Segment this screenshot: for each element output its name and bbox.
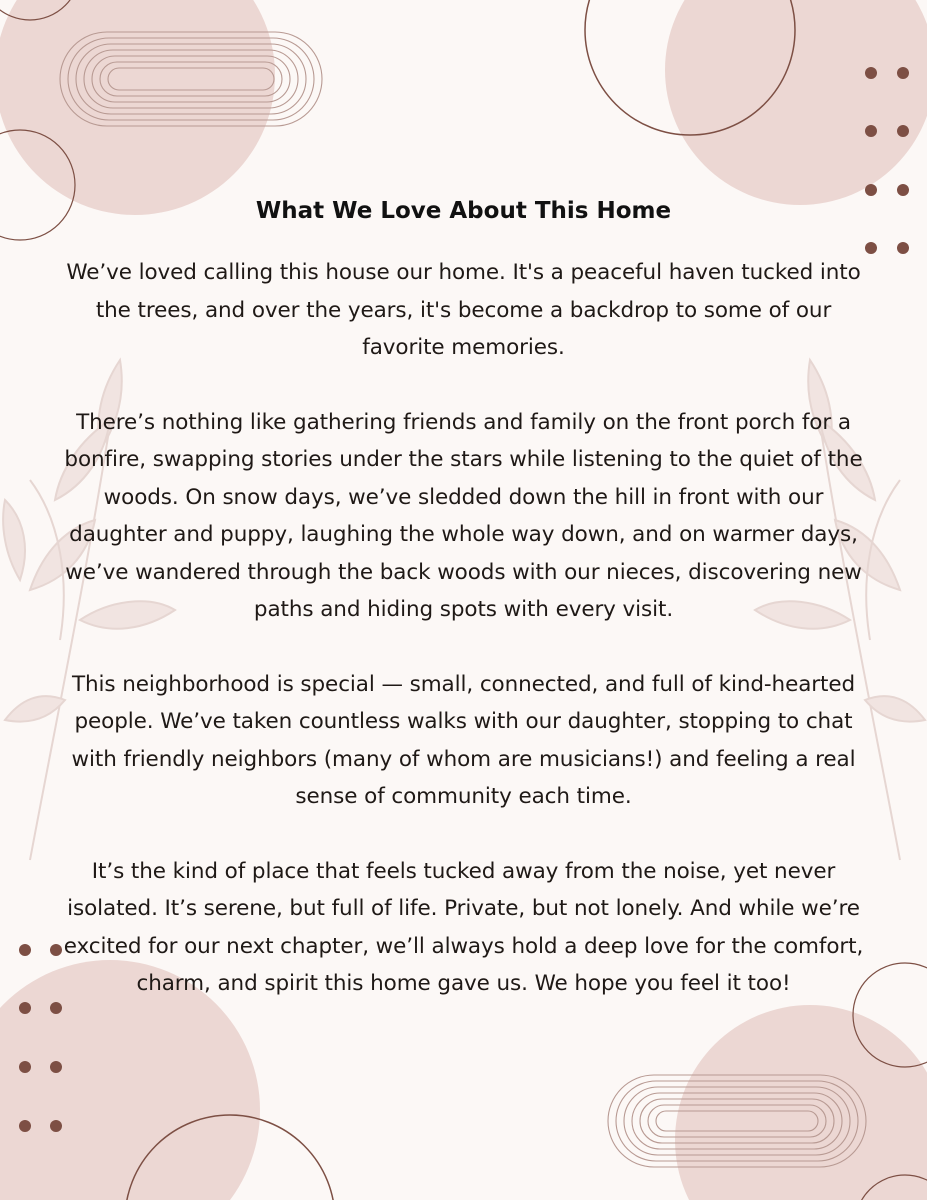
paragraph-memories: There’s nothing like gathering friends and family on the front porch for a bonfire, swapping stories under the stars while listening to the quiet of the woods. On snow days, we’ve sledded down the hill in front with our daughter and puppy, laughing the whole way down, and on warmer days, we’ve wandered through the back woods with our nieces, discovering new paths and hiding spots with every visit. bbox=[64, 409, 863, 622]
paragraph-closing: It’s the kind of place that feels tucked away from the noise, yet never isolated. It’s serene, but full of life. Private, but not lonely. And while we’re excited for our next chapter, we’ll always hold a deep love for the comfort, charm, and spirit this home gave us. We hope you feel it too! bbox=[63, 858, 864, 996]
paragraph-intro: We’ve loved calling this house our home. It's a peaceful haven tucked into the trees, and over the years, it's become a backdrop to some of our favorite memories. bbox=[66, 260, 861, 360]
paragraph-neighborhood: This neighborhood is special — small, connected, and full of kind-hearted people. We’ve taken countless walks with our daughter, stopping to chat with friendly neighbors (many of whom are musicians!) and feeling a real sense of community each time. bbox=[71, 671, 856, 809]
blush-circle-top-right bbox=[665, 0, 927, 205]
letter-content bbox=[60, 196, 867, 1040]
page-title: What We Love About This Home bbox=[255, 198, 672, 224]
